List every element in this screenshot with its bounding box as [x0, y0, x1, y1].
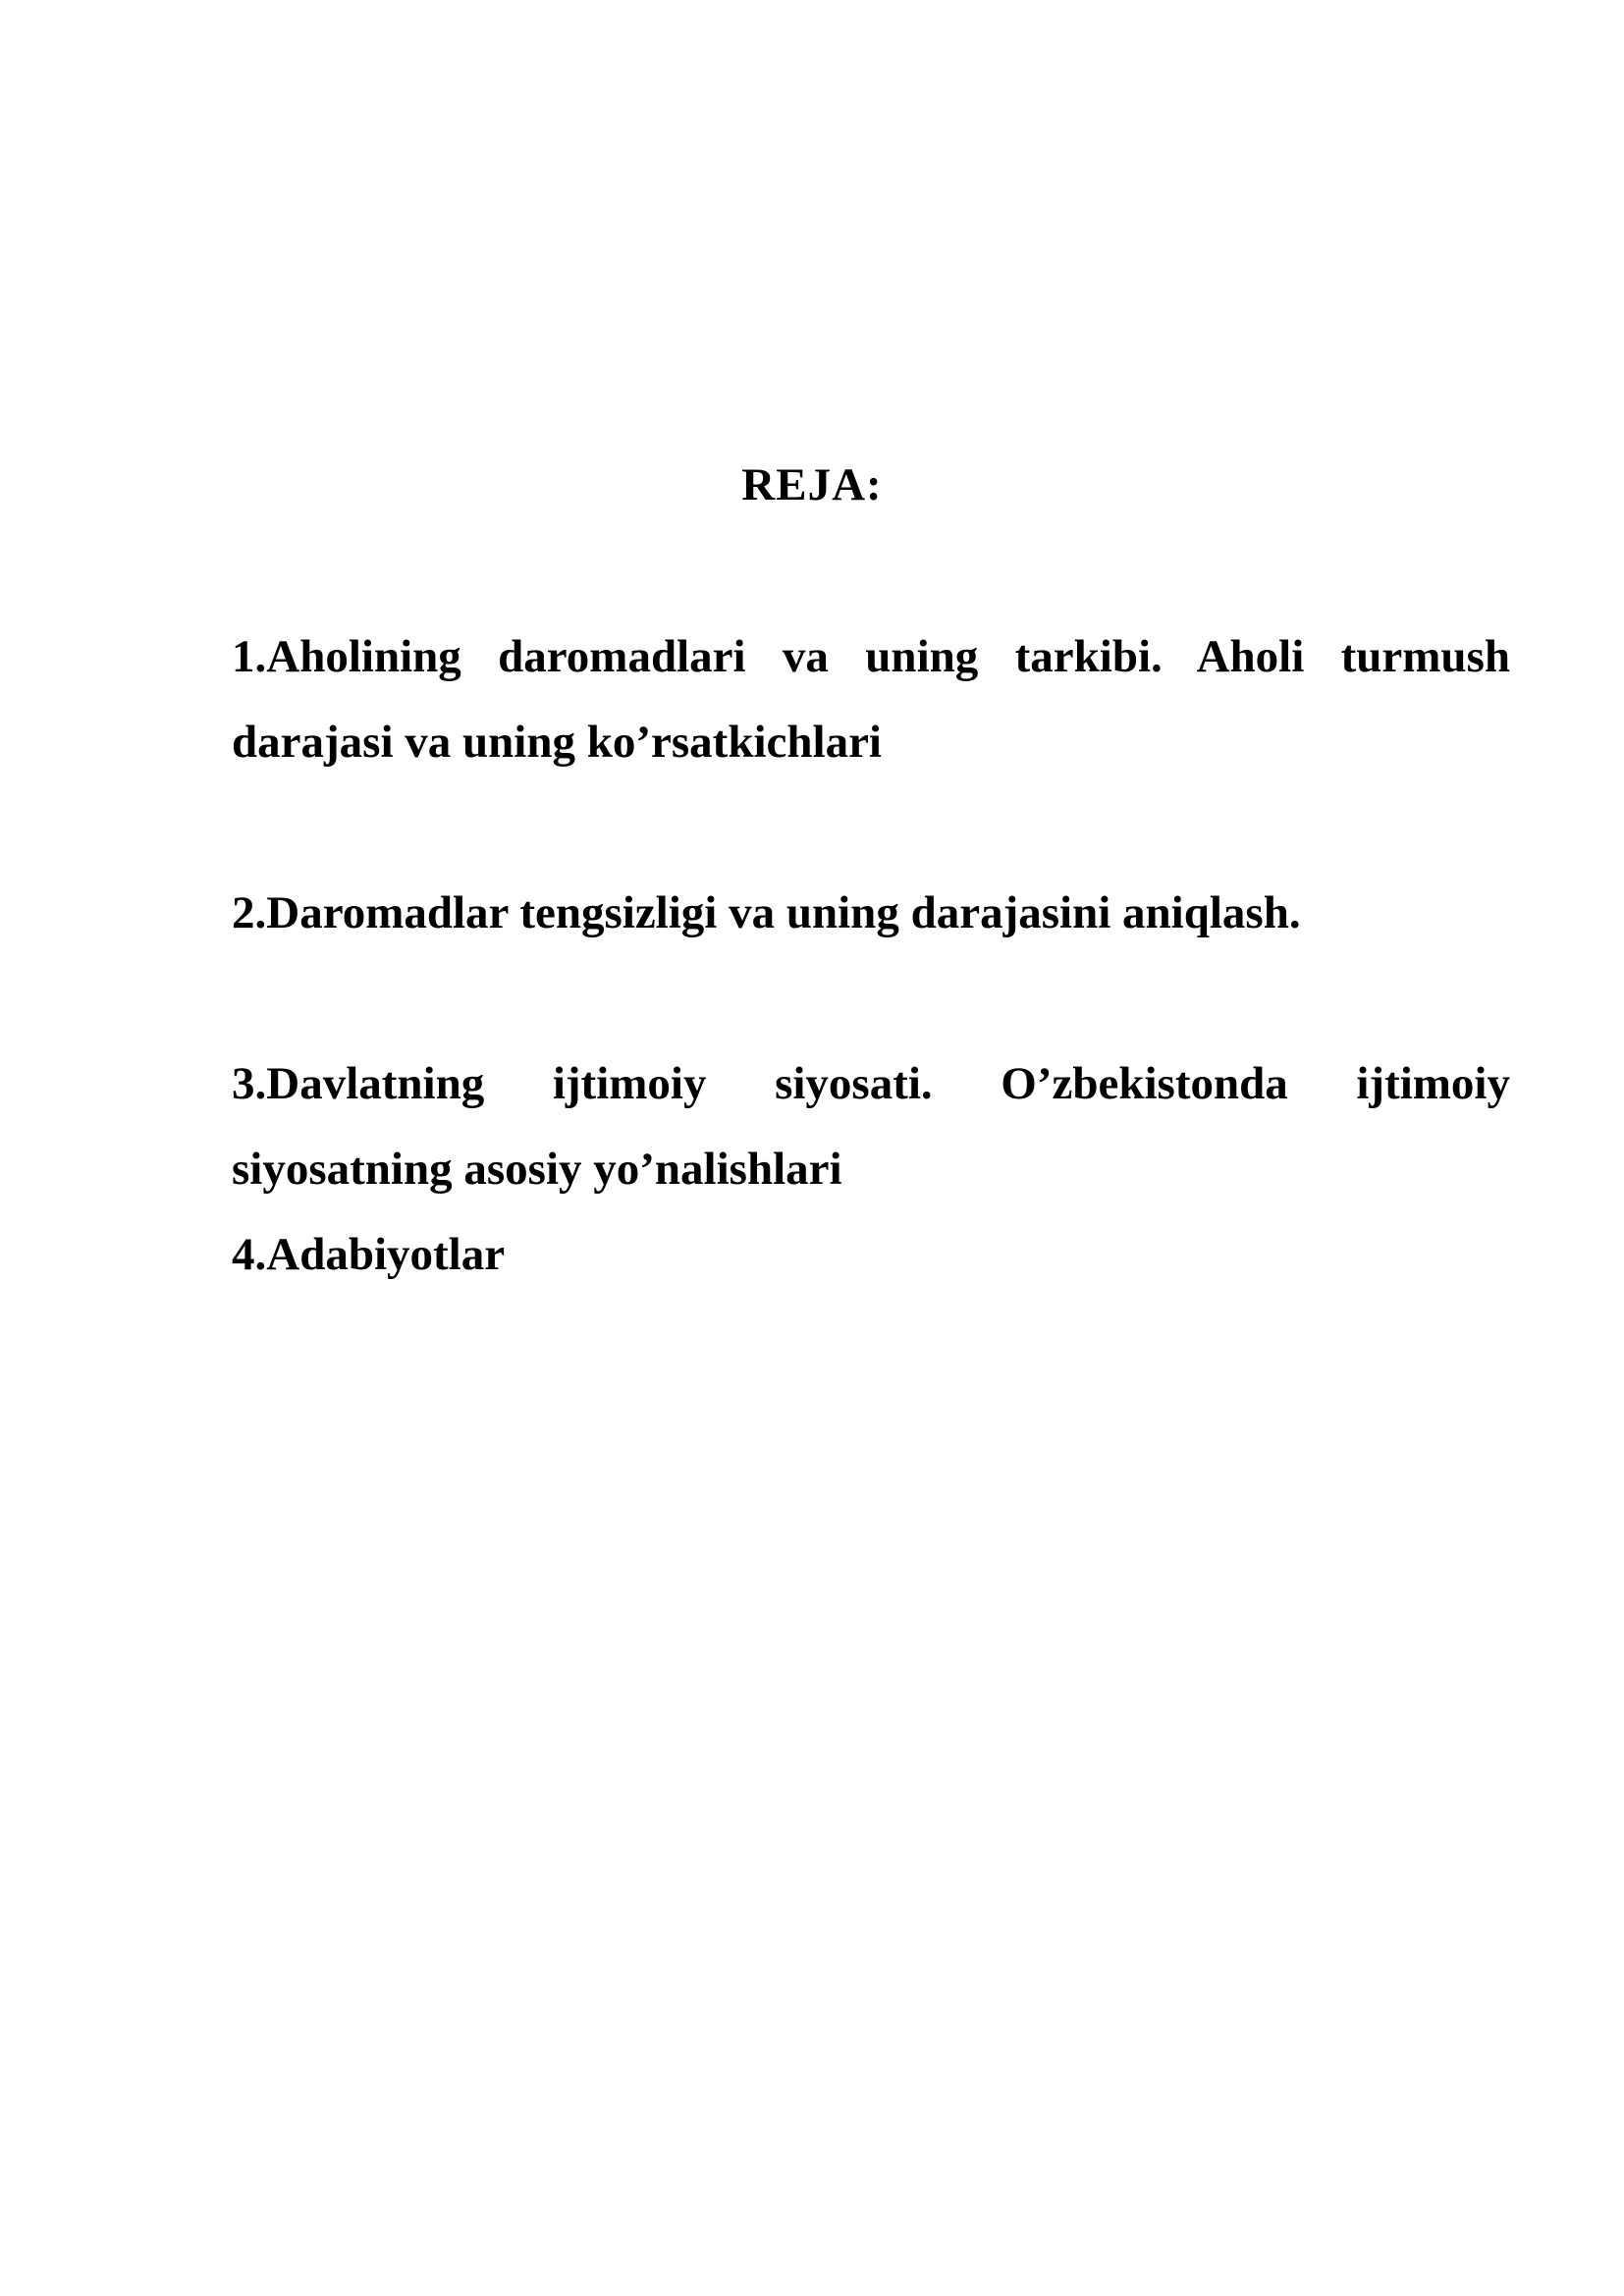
page-title: REJA:: [741, 459, 883, 510]
plan-item-4: 4.Adabiyotlar: [232, 1229, 506, 1280]
plan-item-1: 1.Aholining daromadlari va uning tarkibi. Aholi turmush darajasi va uning ko’rsatkichlari: [232, 631, 1510, 768]
plan-item-3: 3.Davlatning ijtimoiy siyosati. O’zbekistonda ijtimoiy siyosatning asosiy yo’nalishlari: [232, 1058, 1510, 1195]
plan-item-2: 2.Daromadlar tengsizligi va uning darajasini aniqlash.: [232, 887, 1301, 938]
